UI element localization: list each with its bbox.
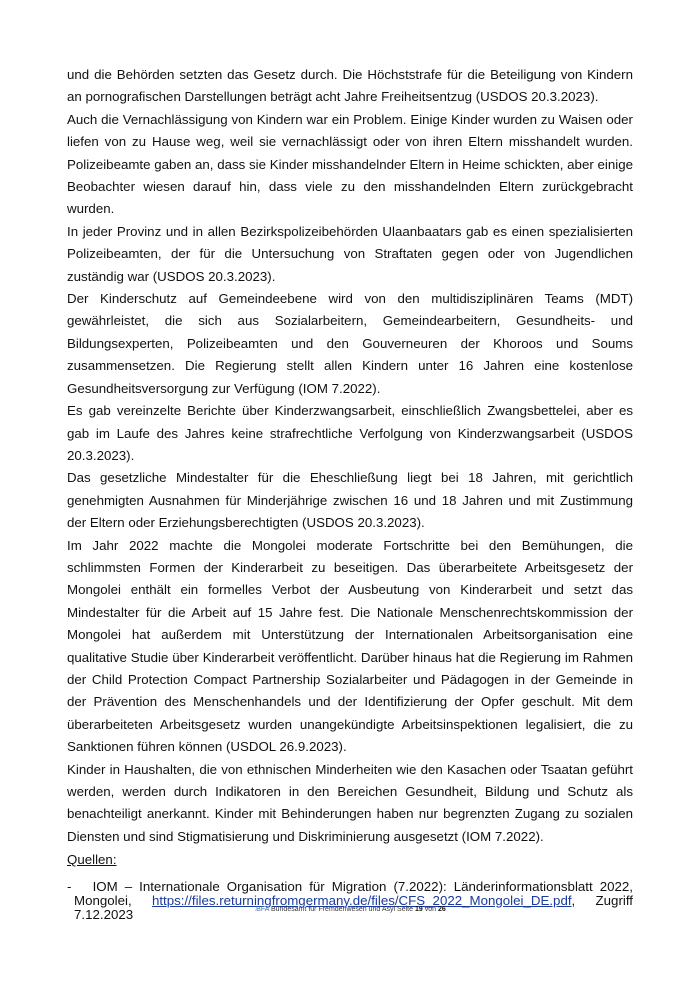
source-bullet: - (67, 878, 72, 894)
paragraph: Kinder in Haushalten, die von ethnischen Minderheiten wie den Kasachen oder Tsaatan geführt werden, werden durch Indikatoren in den Bereichen Gesundheit, Bildung und Schutz als benachteiligt anerkannt. Kinder mit Behinderungen haben nur begrenzten Zugang zu sozialen Diensten und sind Stigmatisierung und Diskriminierung ausgesetzt (IOM 7.2022). (67, 761, 633, 844)
page-footer (0, 906, 700, 913)
bfa-logo-text: .BFA (254, 906, 270, 913)
paragraph: Das gesetzliche Mindestalter für die Eheschließung liegt bei 18 Jahren, mit gerichtlich genehmigten Ausnahmen für Minderjährige zwischen 16 und 18 Jahren und mit Zustimmung der Eltern oder Erziehungsberechtigten (USDOS 20.3.2023). (67, 470, 633, 531)
footer-page-current: 19 (414, 906, 423, 913)
footer-page-sep: von (424, 906, 437, 913)
paragraph: Es gab vereinzelte Berichte über Kinderzwangsarbeit, einschließlich Zwangsbettelei, aber es gab im Laufe des Jahres keine strafrechtliche Verfolgung von Kinderzwangsarbeit (USDOS 20.3.2023). (67, 403, 633, 463)
source-link[interactable]: https://files.returningfromgermany.de/files/CFS_2022_Mongolei_DE.pdf (151, 892, 572, 908)
paragraph: Auch die Vernachlässigung von Kindern war ein Problem. Einige Kinder wurden zu Waisen oder liefen von zu Hause weg, weil sie vernachlässigt oder von ihren Eltern misshandelt wurden. Polizeibeamte gaben an, dass sie Kinder misshandelnder Eltern in Heime schickten, aber einige Beobachter wiesen darauf hin, dass viele zu den misshandelnden Eltern zurückgebracht wurden. (67, 111, 633, 217)
source-access-date: , Zugriff 7.12.2023 (74, 892, 633, 922)
paragraph: In jeder Provinz und in allen Bezirkspolizeibehörden Ulaanbaatars gab es einen spezialisierten Polizeibeamten, der für die Untersuchung von Straftaten gegen oder von Jugendlichen zuständig war (USDOS 20.3.2023). (67, 223, 633, 284)
source-item (67, 880, 633, 922)
paragraph: Der Kinderschutz auf Gemeindeebene wird von den multidisziplinären Teams (MDT) gewährleistet, die sich aus Sozialarbeitern, Gemeindearbeitern, Gesundheits- und Bildungsexperten, Polizeibeamten und den Gouverneuren der Khoroos und Soums zusammensetzen. Die Regierung stellt allen Kindern unter 16 Jahren eine kostenlose Gesundheitsversorgung zur Verfügung (IOM 7.2022). (67, 291, 633, 396)
footer-page-label: Seite (397, 906, 414, 913)
paragraph: Im Jahr 2022 machte die Mongolei moderate Fortschritte bei den Bemühungen, die schlimmsten Formen der Kinderarbeit zu beseitigen. Das überarbeitete Arbeitsgesetz der Mongolei enthält ein formelles Verbot der Ausbeutung von Kinderarbeit und setzt das Mindestalter für die Arbeit auf 15 Jahre fest. Die Nationale Menschenrechtskommission der Mongolei hat außerdem mit Unterstützung der Internationalen Arbeitsorganisation eine qualitative Studie über Kinderarbeit veröffentlicht. Darüber hinaus hat die Regierung im Rahmen der Child Protection Compact Partnership Sozialarbeiter und Pädagogen in der Gemeinde in der Prävention des Menschenhandels und der Identifizierung der Opfer geschult. Mit dem überarbeiteten Arbeitsgesetz wurden unangekündigte Arbeitsinspektionen legalisiert, die zu Sanktionen führen können (USDOL 26.9.2023). (67, 537, 633, 755)
document-body (67, 64, 633, 922)
footer-page-total: 26 (437, 906, 446, 913)
paragraph: und die Behörden setzten das Gesetz durch. Die Höchststrafe für die Beteiligung von Kindern an pornografischen Darstellungen beträgt acht Jahre Freiheitsentzug (USDOS 20.3.2023). (67, 67, 633, 105)
sources-heading: Quellen: (67, 852, 117, 868)
source-text: IOM – Internationale Organisation für Migration (7.2022): Länderinformationsblatt 2022, Mongolei, (74, 878, 633, 908)
footer-org: Bundesamt für Fremdenwesen und Asyl (270, 906, 396, 913)
